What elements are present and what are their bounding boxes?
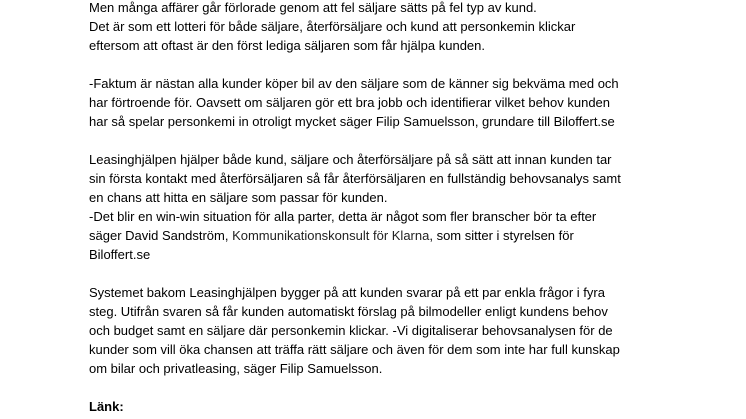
paragraph-3 [89,150,739,264]
text-line: Det är som ett lotteri för både säljare, återförsäljare och kund att personkemin klickar [89,19,576,34]
link-heading: Länk: [89,399,124,414]
text-line: en chans att hitta en säljare som passar för kunden. [89,190,388,205]
david-line-before: säger David Sandström, [89,228,233,243]
paragraph-4 [89,283,739,378]
text-line: Men många affärer går förlorade genom att fel säljare sätts på fel typ av kund. [89,0,537,15]
david-line-after: , som sitter i styrelsen för [429,228,574,243]
david-role: Kommunikationskonsult för Klarna [232,228,430,243]
text-line: har så spelar personkemi in otroligt mycket säger Filip Samuelsson, grundare till Biloffert.se [89,114,615,129]
text-line: har förtroende för. Oavsett om säljaren gör ett bra jobb och identifierar vilket behov kunden [89,95,611,110]
text-line: -Faktum är nästan alla kunder köper bil av den säljare som de känner sig bekväma med och [89,76,619,91]
text-line: -Det blir en win-win situation för alla parter, detta är något som fler branscher bör ta efter [89,209,597,224]
text-line: eftersom att oftast är den först lediga säljaren som får hjälpa kunden. [89,38,485,53]
paragraph-2 [89,74,739,131]
text-line-david [89,226,739,245]
text-line: sin första kontakt med återförsäljaren så får återförsäljaren en fullständig behovsanalys samt [89,171,621,186]
text-line: steg. Utifrån svaren så får kunden automatiskt förslag på bilmodeller enligt kundens behov [89,304,608,319]
text-line: och budget samt en säljare där personkemin klickar. -Vi digitaliserar behovsanalysen för de [89,323,613,338]
text-line: Biloffert.se [89,247,151,262]
text-line: Systemet bakom Leasinghjälpen bygger på att kunden svarar på ett par enkla frågor i fyra [89,285,605,300]
text-line: Leasinghjälpen hjälper både kund, säljare och återförsäljare på så sätt att innan kunden tar [89,152,612,167]
text-line: kunder som vill öka chansen att träffa rätt säljare och även för dem som inte har full kunskap [89,342,620,357]
text-line: om bilar och privatleasing, säger Filip Samuelsson. [89,361,383,376]
document-body [89,0,739,416]
paragraph-1 [89,0,739,55]
